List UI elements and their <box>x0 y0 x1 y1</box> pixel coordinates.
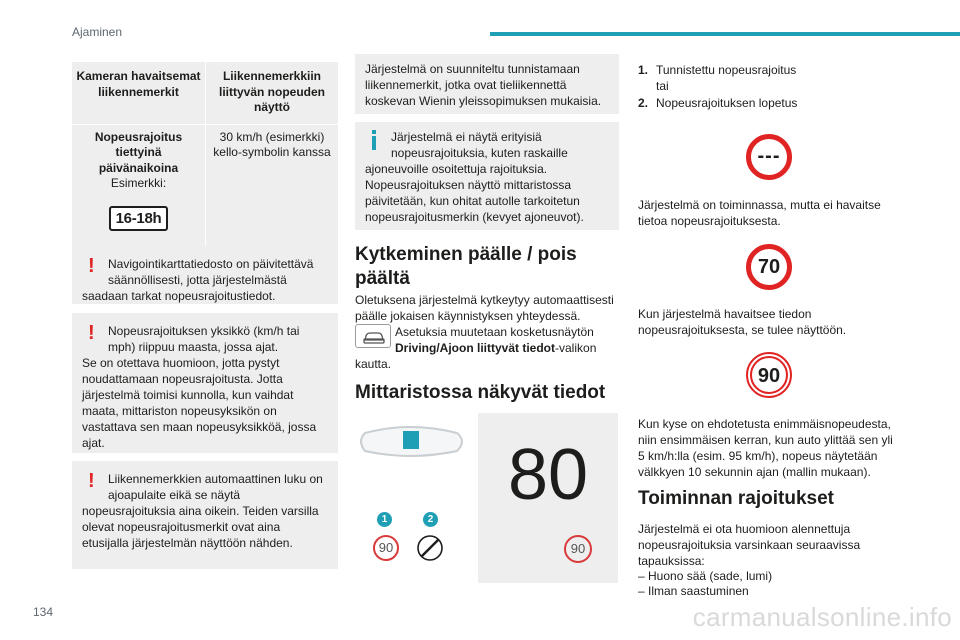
note-text: nopeusrajoituksia aina oikein. Teiden varsilla olevat nopeusrajoitusmerkit ovat aina etusijalla järjestelmän näyttöön nähden. <box>82 504 319 550</box>
list-item: – Huono sää (sade, lumi) <box>638 569 773 583</box>
warning-note <box>72 461 338 569</box>
menu-path: Driving/Ajoon liittyvät tiedot <box>395 341 556 355</box>
traffic-sign-table <box>72 62 338 248</box>
settings-text: -valikon kautta. <box>355 341 597 371</box>
car-settings-icon <box>355 324 391 348</box>
list-number: 1. <box>638 63 649 77</box>
note-text: Navigointikarttatiedosto on päivitettävä säännöllisesti, jotta järjestelmästä <box>108 257 314 287</box>
table-header-cell: Kameran havaitsemat liikennemerkit <box>76 69 201 99</box>
end-of-limit-icon <box>416 534 444 562</box>
table-cell-title: Nopeusrajoitus tiettyinä päivänaikoina <box>94 129 183 175</box>
page-number: 134 <box>33 605 54 619</box>
table-header-row <box>72 62 338 125</box>
no-limit-sign: --- <box>746 134 792 180</box>
list-item: – Ilman saastuminen <box>638 584 749 598</box>
list-or: tai <box>656 79 669 93</box>
table-row <box>72 125 338 249</box>
note-text: Järjestelmä ei näytä erityisiä nopeusrajoituksia, kuten raskaille <box>391 130 568 160</box>
speed-70-sign: 70 <box>746 244 792 290</box>
paragraph: Järjestelmä on toiminnassa, mutta ei havaitse tietoa nopeusrajoituksesta. <box>638 198 881 228</box>
note-text: saadaan tarkat nopeusrajoitustiedot. <box>82 289 276 303</box>
note-text: Nopeusrajoituksen yksikkö (km/h tai mph) riippuu maasta, jossa ajat. <box>108 324 300 354</box>
info-icon <box>371 130 377 148</box>
list-text: Nopeusrajoituksen lopetus <box>656 96 798 110</box>
table-cell <box>72 125 205 249</box>
settings-text: Asetuksia muutetaan kosketusnäytön <box>395 325 594 339</box>
list-item <box>638 62 838 78</box>
section-heading: Mittaristossa näkyvät tiedot <box>355 382 606 403</box>
paragraph: Kun kyse on ehdotetusta enimmäisnopeudesta, niin ensimmäisen kerran, kun auto ylittää sen yli 5 km/h:lla (esim. 95 km/h), nopeus näytetään välkkyen 10 sekunnin ajan (mallin mukaan). <box>638 417 893 479</box>
paragraph: Oletuksena järjestelmä kytkeytyy automaattisesti päälle jokaisen käynnistyksen yhteydessä. <box>355 293 614 323</box>
speed-limit-sign: 90 <box>564 535 592 563</box>
callout-badge-1: 1 <box>377 512 392 527</box>
settings-paragraph <box>355 324 619 372</box>
warning-note <box>72 246 338 304</box>
table-cell-example: Esimerkki: <box>110 176 167 190</box>
warning-icon: ! <box>88 322 95 344</box>
info-note: Järjestelmä on suunniteltu tunnistamaan liikennemerkit, jotka ovat tieliikennettä koskevan Wienin yleissopimuksen mukaisia. <box>355 54 619 114</box>
paragraph: Kun järjestelmä havaitsee tiedon nopeusrajoituksesta, se tulee näyttöön. <box>638 307 847 337</box>
speed-limit-sign: 90 <box>373 535 399 561</box>
callout-badge-2: 2 <box>423 512 438 527</box>
note-text: ajoneuvoille osoitettuja rajoituksia. Nopeusrajoituksen näyttö mittaristossa päivitetään, kun ohitat autolle tarkoitetun nopeusrajoitusmerkin (kevyet ajoneuvot). <box>365 162 584 224</box>
list-number: 2. <box>638 96 649 110</box>
list-item <box>638 95 838 111</box>
current-speed: 80 <box>507 435 589 515</box>
warning-icon: ! <box>88 470 95 492</box>
warning-icon: ! <box>88 255 95 277</box>
note-text: Se on otettava huomioon, jotta pystyt noudattamaan nopeusrajoitusta. Jotta järjestelmä toimisi kunnolla, kun vaihdat maata, mittariston nopeusyksikön on vastattava sen maan nopeusyksikköä, jossa ajat. <box>82 356 317 450</box>
paragraph: Järjestelmä ei ota huomioon alennettuja nopeusrajoituksia varsinkaan seuraavissa tapauksissa: <box>638 522 861 568</box>
speed-display-panel <box>478 413 618 583</box>
header-rule <box>490 32 960 36</box>
note-text: Liikennemerkkien automaattinen luku on ajoapulaite eikä se näytä <box>108 472 323 502</box>
table-header-cell: Liikennemerkkiin liittyvän nopeuden näyttö <box>205 62 338 124</box>
table-cell: 30 km/h (esimerkki) kello-symbolin kanssa <box>205 125 338 249</box>
section-label: Ajaminen <box>72 25 123 39</box>
instrument-cluster-image <box>355 415 475 485</box>
instrument-illustration <box>355 415 475 583</box>
section-heading: Toiminnan rajoitukset <box>638 488 835 509</box>
time-window-sign: 16-18h <box>109 206 169 232</box>
warning-note <box>72 313 338 453</box>
watermark: carmanualsonline.info <box>692 602 952 632</box>
speed-90-sign: 90 <box>746 352 792 398</box>
info-note <box>355 122 619 230</box>
section-heading: Kytkeminen päälle / pois päältä <box>355 244 577 289</box>
list-text: Tunnistettu nopeusrajoitus <box>656 63 797 77</box>
